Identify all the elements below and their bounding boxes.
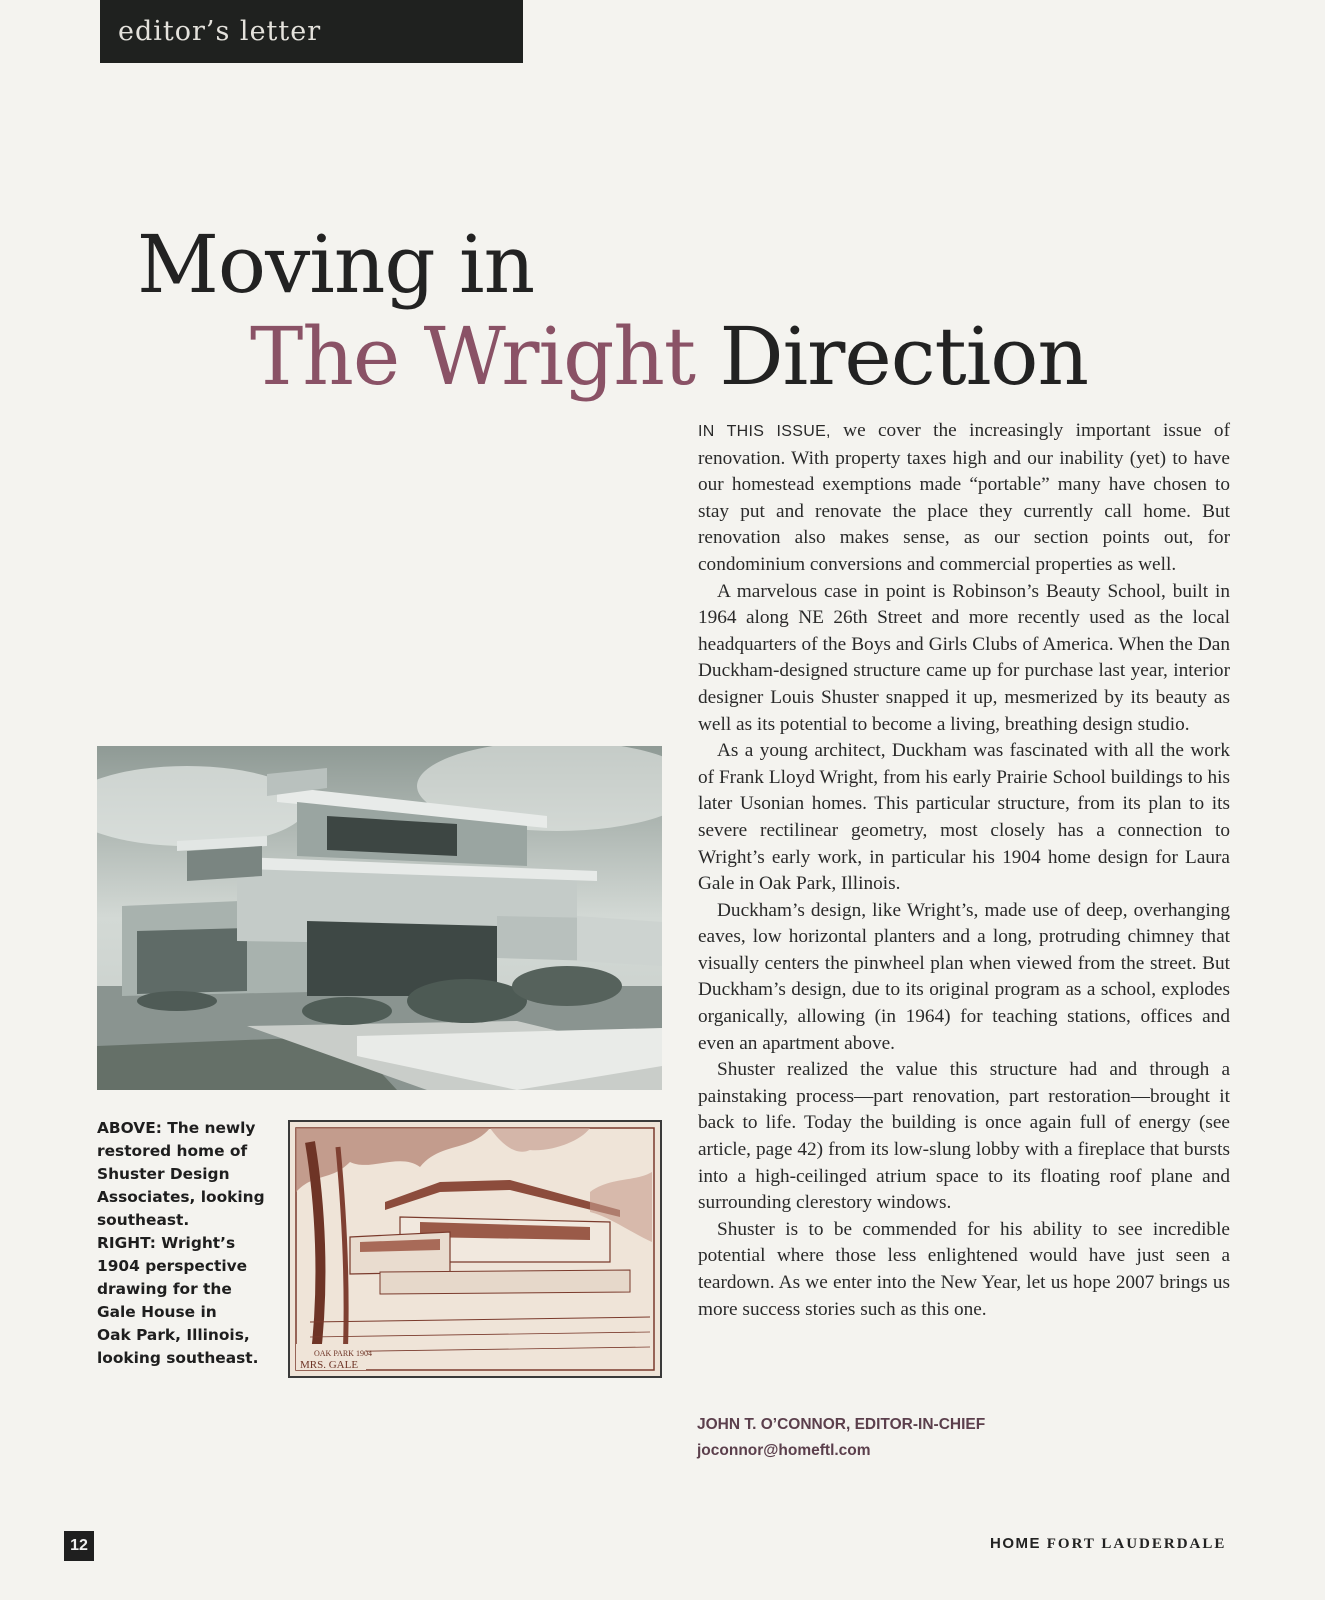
- author-name: JOHN T. O’CONNOR, EDITOR-IN-CHIEF: [697, 1416, 986, 1433]
- magazine-name-rest: FORT LAUDERDALE: [1046, 1536, 1227, 1552]
- caption-line: restored home of: [97, 1142, 248, 1160]
- signature: [697, 1412, 985, 1464]
- caption-line: ABOVE: The newly: [97, 1119, 256, 1137]
- sketch-inscription-2: MRS. GALE: [300, 1359, 359, 1371]
- magazine-footer: [990, 1535, 1226, 1553]
- caption-line: drawing for the: [97, 1280, 232, 1298]
- house-photo: [97, 746, 662, 1090]
- article-body: [698, 418, 1230, 1323]
- section-label: editor’s letter: [100, 0, 523, 63]
- gale-house-sketch: [288, 1120, 662, 1378]
- article-paragraph-6: Shuster is to be commended for his ability to see incredible potential where those less enlightened would have just seen a teardown. As we enter into the New Year, let us hope 2007 brings us more success stories such as this one.: [698, 1218, 1230, 1320]
- author-email[interactable]: joconnor@homeftl.com: [697, 1442, 871, 1459]
- headline-line-1: Moving in: [137, 218, 535, 311]
- caption-line: Shuster Design: [97, 1165, 230, 1183]
- headline-line-2: [250, 310, 1088, 403]
- article-paragraph-2: A marvelous case in point is Robinson’s Beauty School, built in 1964 along NE 26th Street and more recently used as the local headquarters of the Boys and Girls Clubs of America. When the Dan Duckham-designed structure came up for purchase last year, interior designer Louis Shuster snapped it up, mesmerized by its beauty as well as its potential to become a living, breathing design studio.: [698, 580, 1230, 735]
- magazine-name-bold: HOME: [990, 1535, 1041, 1552]
- caption-line: Associates, looking: [97, 1188, 265, 1206]
- caption-line: 1904 perspective: [97, 1257, 248, 1275]
- paragraph-1-text: we cover the increasingly important issue of renovation. With property taxes high and our inability (yet) to have our homestead exemptions made “portable” many have chosen to stay put and renovate the place they currently call home. But renovation also makes sense, as our section points out, for condominium conversions and commercial properties as well.: [698, 420, 1230, 575]
- caption-line: Gale House in: [97, 1303, 217, 1321]
- gale-house-drawing: [290, 1122, 660, 1376]
- caption-line: Oak Park, Illinois,: [97, 1326, 250, 1344]
- caption-line: southeast.: [97, 1211, 190, 1229]
- article-paragraph-5: Shuster realized the value this structure had and through a painstaking process—part renovation, part restoration—brought it back to life. Today the building is once again full of energy (see article, page 42) from its low-slung lobby with a fireplace that bursts into a high-ceilinged atrium space to its floating roof plane and surrounding clerestory windows.: [698, 1059, 1230, 1214]
- article-paragraph-1: [698, 418, 1230, 579]
- headline: [0, 0, 1325, 420]
- caption-line: looking southeast.: [97, 1349, 259, 1367]
- headline-rest: Direction: [719, 310, 1088, 403]
- article-paragraph-3: As a young architect, Duckham was fascinated with all the work of Frank Lloyd Wright, from his early Prairie School buildings to his later Usonian homes. This particular structure, from its plan to its severe rectilinear geometry, most closely has a connection to Wright’s early work, in particular his 1904 home design for Laura Gale in Oak Park, Illinois.: [698, 740, 1230, 895]
- lead-in: IN THIS ISSUE,: [698, 423, 831, 440]
- caption-line: RIGHT: Wright’s: [97, 1234, 236, 1252]
- page-number: 12: [64, 1531, 94, 1561]
- sketch-inscription-1: OAK PARK 1904: [314, 1349, 372, 1358]
- house-photo-illustration: [97, 746, 662, 1090]
- headline-accent: The Wright: [250, 310, 695, 403]
- photo-caption: [97, 1117, 272, 1370]
- article-paragraph-4: Duckham’s design, like Wright’s, made use of deep, overhanging eaves, low horizontal planters and a long, protruding chimney that visually centers the pinwheel plan when viewed from the street. But Duckham’s design, due to its original program as a school, explodes organically, allowing (in 1964) for teaching stations, offices and even an apartment above.: [698, 899, 1230, 1054]
